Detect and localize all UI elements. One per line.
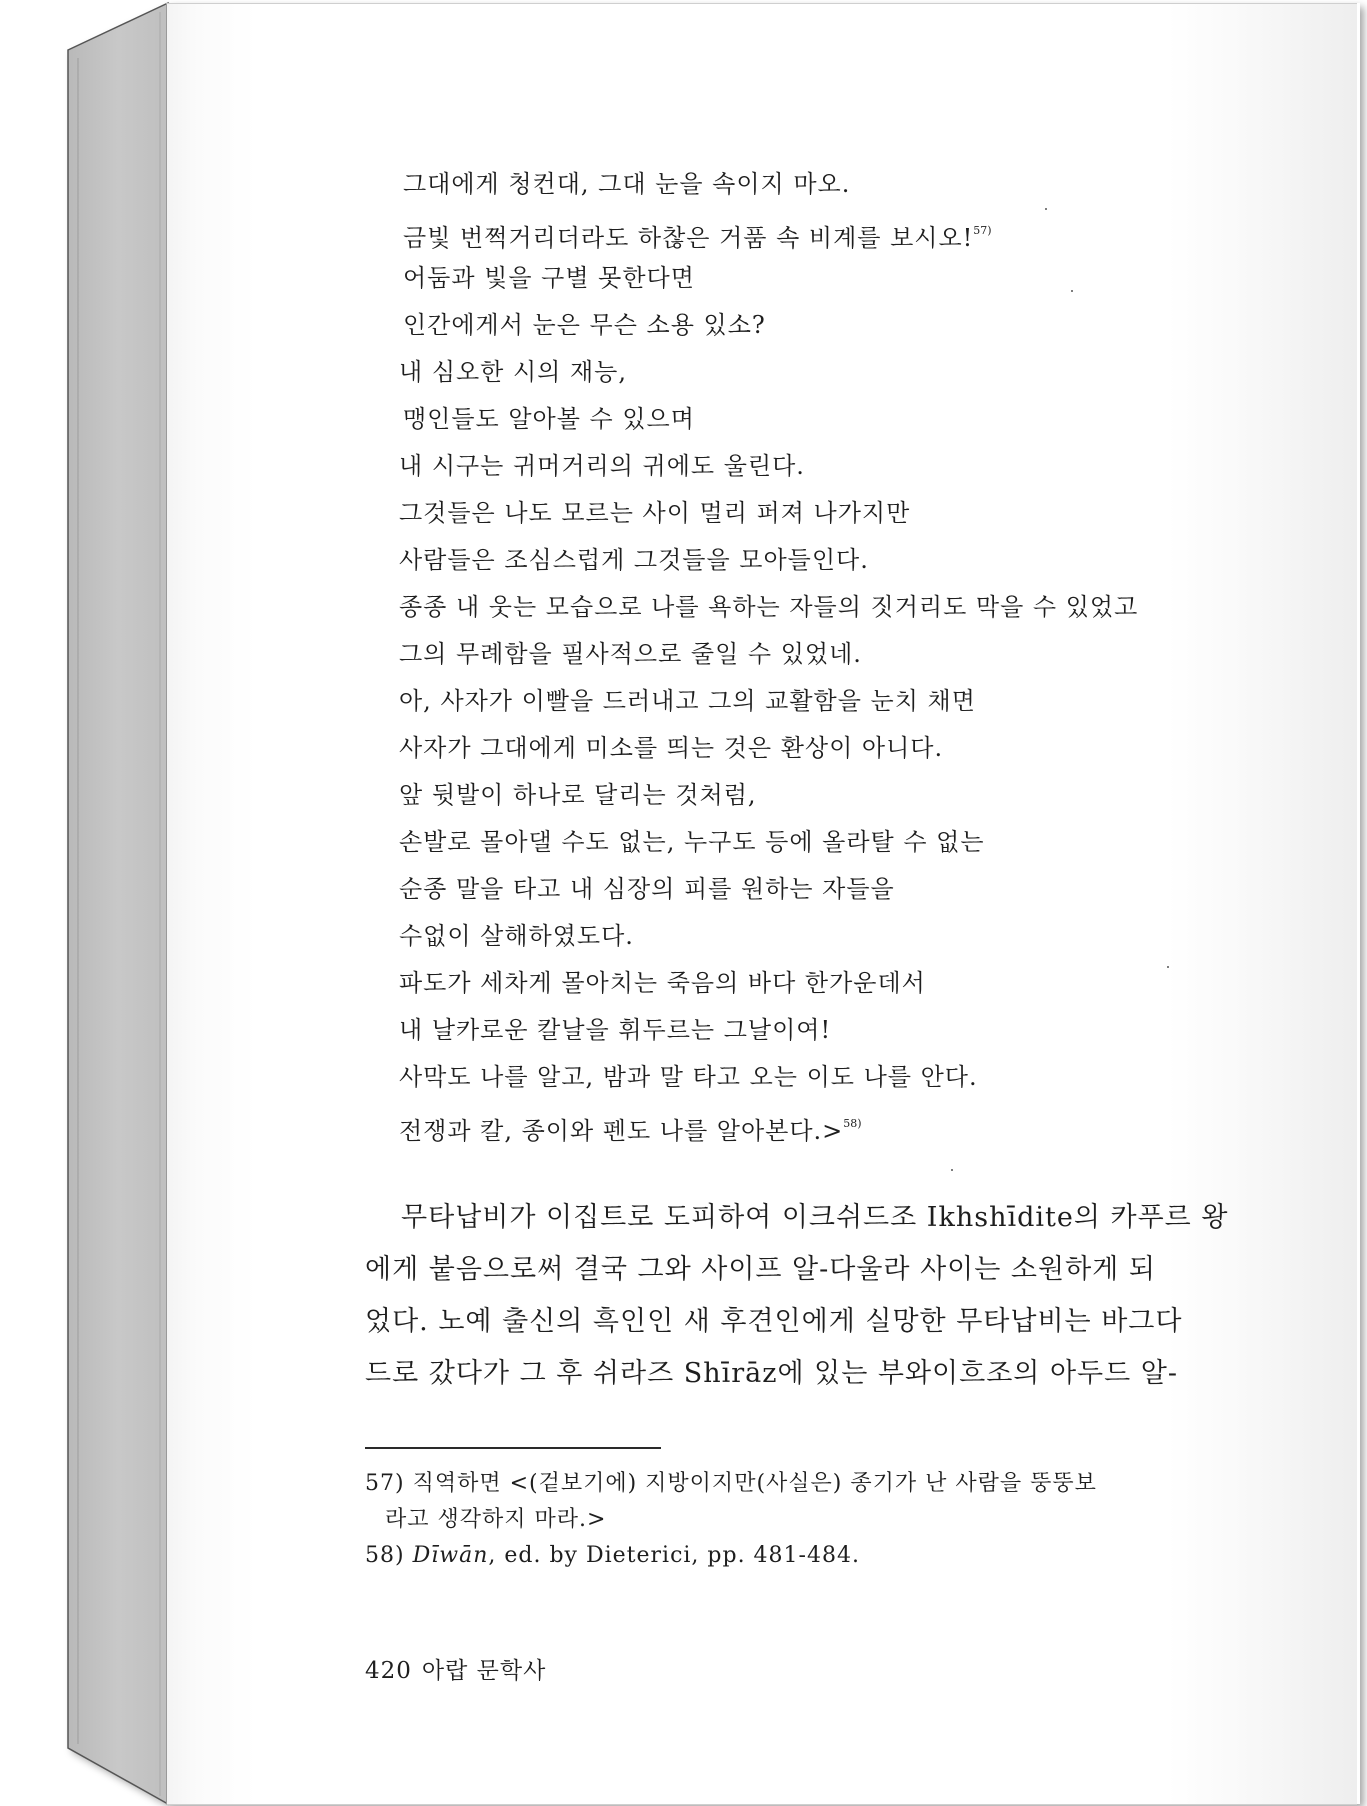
footnote-divider — [365, 1447, 661, 1449]
footnote-57 — [365, 1466, 1245, 1538]
prose-line: 무타납비가 이집트로 도피하여 이크쉬드조 Ikhshīdite의 카푸르 왕 — [401, 1202, 1229, 1233]
poem-line-text: 어둠과 빛을 구별 못한다면 — [403, 264, 695, 292]
poem-line-text: 그의 무례함을 필사적으로 줄일 수 있었네. — [399, 640, 862, 668]
scan-speck — [1167, 966, 1169, 968]
poem-line-text: 그대에게 청컨대, 그대 눈을 속이지 마오. — [403, 170, 851, 198]
poem-line-text: 내 날카로운 칼날을 휘두르는 그날이여! — [399, 1016, 832, 1044]
poem-line — [399, 1060, 1359, 1107]
poem-line — [399, 496, 1359, 543]
poem-line — [399, 731, 1359, 778]
poem-line — [399, 214, 1359, 261]
prose-line: 에게 붙음으로써 결국 그와 사이프 알-다울라 사이는 소원하게 되 — [365, 1254, 1156, 1285]
scan-speck — [951, 1169, 953, 1171]
footnote-ref-58: 58) — [843, 1117, 862, 1130]
poem-line-text: 수없이 살해하였도다. — [399, 922, 634, 950]
poem-line — [399, 167, 1359, 214]
poem-line — [399, 684, 1359, 731]
poem-line-text: 종종 내 웃는 모습으로 나를 욕하는 자들의 짓거리도 막을 수 있었고 — [399, 593, 1139, 621]
poem-line — [399, 261, 1359, 308]
poem-line-text: 손발로 몰아댈 수도 없는, 누구도 등에 올라탈 수 없는 — [399, 828, 985, 856]
scan-speck — [1045, 208, 1047, 210]
poem-line-text: 맹인들도 알아볼 수 있으며 — [403, 405, 695, 433]
poem-line-text: 앞 뒷발이 하나로 달리는 것처럼, — [399, 781, 757, 809]
poem-line — [399, 872, 1359, 919]
footnote-text-continued: 라고 생각하지 마라.> — [385, 1507, 607, 1532]
poem-line — [399, 449, 1359, 496]
page-footer — [365, 1652, 546, 1685]
poem-line — [399, 919, 1359, 966]
poem-line-text: 사자가 그대에게 미소를 띄는 것은 환상이 아니다. — [399, 734, 944, 762]
poem-line — [399, 355, 1359, 402]
footnote-label: 57) — [365, 1471, 405, 1496]
prose-line: 드로 갔다가 그 후 쉬라즈 Shīrāz에 있는 부와이흐조의 아두드 알- — [365, 1358, 1179, 1389]
poem-line-text: 전쟁과 칼, 종이와 펜도 나를 알아본다.> — [399, 1117, 844, 1145]
scan-speck — [1071, 290, 1073, 292]
page-number: 420 — [365, 1658, 412, 1684]
poem-line — [399, 1013, 1359, 1060]
poem-line-text: 금빛 번쩍거리더라도 하찮은 거품 속 비계를 보시오! — [403, 224, 974, 252]
poem-line — [399, 590, 1359, 637]
footnotes — [365, 1466, 1245, 1574]
footnote-58 — [365, 1538, 1245, 1574]
prose-line: 었다. 노예 출신의 흑인인 새 후견인에게 실망한 무타납비는 바그다 — [365, 1306, 1183, 1337]
footnote-text: 직역하면 <(겉보기에) 지방이지만(사실은) 종기가 난 사람을 뚱뚱보 — [412, 1471, 1097, 1496]
poem-line-text: 순종 말을 타고 내 심장의 피를 원하는 자들을 — [399, 875, 895, 903]
poem-line-text: 내 심오한 시의 재능, — [399, 358, 627, 386]
poem-line-text: 사람들은 조심스럽게 그것들을 모아들인다. — [399, 546, 869, 574]
poem-line — [399, 543, 1359, 590]
poem-line — [399, 637, 1359, 684]
footnote-label: 58) — [365, 1543, 405, 1568]
poem-line — [399, 402, 1359, 449]
poem-line — [399, 966, 1359, 1013]
poem-line-text: 그것들은 나도 모르는 사이 멀리 퍼져 나가지만 — [399, 499, 911, 527]
poem-line-text: 내 시구는 귀머거리의 귀에도 울린다. — [399, 452, 805, 480]
poem-line-text: 아, 사자가 이빨을 드러내고 그의 교활함을 눈치 채면 — [399, 687, 976, 715]
poem-line — [399, 308, 1359, 355]
poem-line-text: 파도가 세차게 몰아치는 죽음의 바다 한가운데서 — [399, 969, 926, 997]
poem-line — [399, 778, 1359, 825]
running-title: 아랍 문학사 — [421, 1658, 547, 1684]
poem-line — [399, 1107, 1359, 1154]
poem-block — [399, 167, 1359, 1154]
poem-line-text: 사막도 나를 알고, 밤과 말 타고 오는 이도 나를 안다. — [399, 1063, 978, 1091]
footnote-title: Dīwān — [412, 1543, 489, 1568]
book-page — [166, 3, 1357, 1805]
footnote-text: , ed. by Dieterici, pp. 481-484. — [488, 1543, 860, 1568]
prose-paragraph — [365, 1198, 1235, 1406]
page-content — [167, 4, 1357, 1804]
poem-line-text: 인간에게서 눈은 무슨 소용 있소? — [403, 311, 766, 339]
poem-line — [399, 825, 1359, 872]
footnote-ref-57: 57) — [973, 224, 992, 237]
